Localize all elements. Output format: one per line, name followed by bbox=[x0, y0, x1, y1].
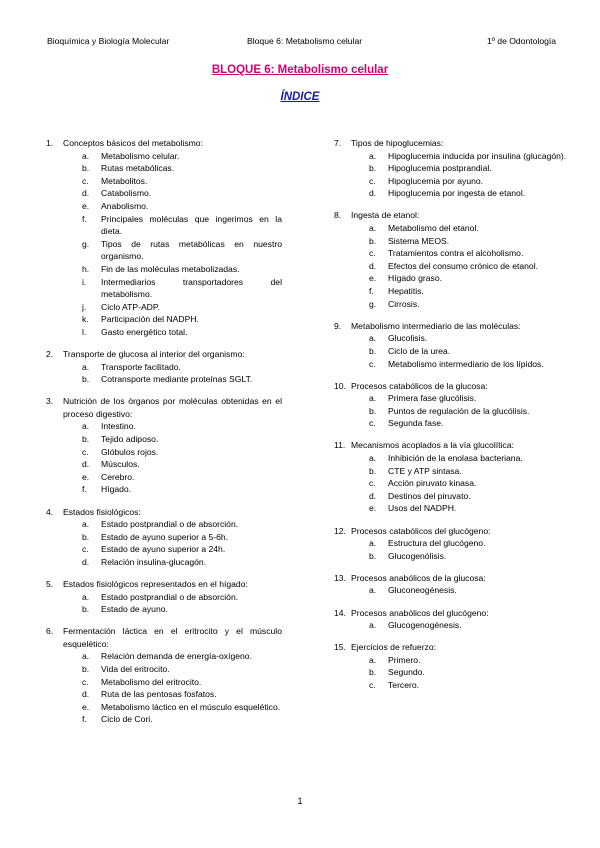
list-item bbox=[334, 358, 572, 371]
section-number: 11. bbox=[334, 440, 346, 451]
section-heading bbox=[46, 506, 282, 519]
item-text: Acción piruvato kinasa. bbox=[388, 478, 477, 489]
item-text: Metabolismo del eritrocito. bbox=[101, 676, 202, 687]
item-text: Rutas metabólicas. bbox=[101, 163, 175, 174]
list-item bbox=[334, 222, 572, 235]
list-item bbox=[46, 650, 282, 663]
item-text: Efectos del consumo crónico de etanol. bbox=[388, 260, 539, 271]
item-text: Puntos de regulación de la glucólisis. bbox=[388, 405, 530, 416]
item-letter: d. bbox=[82, 556, 90, 567]
item-letter: e. bbox=[82, 701, 90, 712]
list-item bbox=[334, 235, 572, 248]
item-text: Estado postprandial o de absorción. bbox=[101, 591, 239, 602]
section-items bbox=[334, 392, 572, 430]
item-letter: c. bbox=[82, 676, 89, 687]
item-letter: d. bbox=[369, 188, 377, 199]
section-title: Procesos catabólicos de la glucosa: bbox=[351, 380, 488, 391]
item-text: Hepatitis. bbox=[388, 286, 424, 297]
section-heading bbox=[334, 320, 572, 333]
item-letter: f. bbox=[82, 714, 87, 725]
item-text: Hipoglucemia por ingesta de etanol. bbox=[388, 188, 526, 199]
item-text: Primero. bbox=[388, 654, 421, 665]
item-letter: b. bbox=[82, 434, 90, 445]
item-letter: g. bbox=[82, 238, 90, 249]
section-number: 9. bbox=[334, 320, 342, 331]
item-letter: c. bbox=[369, 175, 376, 186]
list-item bbox=[334, 477, 572, 490]
section-items bbox=[334, 619, 572, 632]
list-item bbox=[334, 247, 572, 260]
item-text: Estado de ayuno superior a 24h. bbox=[101, 544, 226, 555]
list-item bbox=[46, 326, 282, 339]
list-item bbox=[46, 603, 282, 616]
item-text: Metabolismo celular. bbox=[101, 150, 180, 161]
header-course: Bioquímica y Biología Molecular bbox=[47, 36, 170, 46]
item-letter: d. bbox=[369, 490, 377, 501]
item-text: Ciclo de la urea. bbox=[388, 345, 451, 356]
item-text: Segunda fase. bbox=[388, 418, 444, 429]
list-item bbox=[46, 150, 282, 163]
item-text: Tipos de rutas metabólicas en nuestro organismo. bbox=[101, 238, 282, 262]
item-text: Vida del eritrocito. bbox=[101, 664, 170, 675]
item-text: Glucogenogénesis. bbox=[388, 620, 462, 631]
item-letter: c. bbox=[369, 418, 376, 429]
section-heading bbox=[334, 209, 572, 222]
item-text: Cirrosis. bbox=[388, 298, 420, 309]
item-letter: a. bbox=[82, 651, 90, 662]
list-item bbox=[334, 272, 572, 285]
item-letter: b. bbox=[82, 374, 90, 385]
index-section bbox=[46, 348, 282, 386]
list-item bbox=[46, 420, 282, 433]
list-item bbox=[334, 537, 572, 550]
item-letter: a. bbox=[82, 421, 90, 432]
section-heading bbox=[334, 439, 572, 452]
list-item bbox=[46, 313, 282, 326]
item-text: CTE y ATP sintasa. bbox=[388, 465, 462, 476]
item-letter: c. bbox=[369, 679, 376, 690]
section-items bbox=[46, 650, 282, 726]
list-item bbox=[46, 483, 282, 496]
list-item bbox=[334, 345, 572, 358]
right-column bbox=[334, 137, 572, 701]
item-letter: a. bbox=[369, 150, 377, 161]
section-items bbox=[46, 361, 282, 386]
item-text: Hígado graso. bbox=[388, 273, 442, 284]
section-items bbox=[46, 591, 282, 616]
list-item bbox=[334, 502, 572, 515]
section-title: Conceptos básicos del metabolismo: bbox=[63, 138, 203, 148]
item-letter: a. bbox=[369, 585, 377, 596]
list-item bbox=[334, 452, 572, 465]
list-item bbox=[46, 518, 282, 531]
item-text: Segundo. bbox=[388, 667, 425, 678]
item-letter: b. bbox=[369, 405, 377, 416]
item-text: Ruta de las pentosas fosfatos. bbox=[101, 689, 217, 700]
index-section bbox=[334, 641, 572, 691]
list-item bbox=[334, 666, 572, 679]
section-title: Estados fisiológicos representados en el hígado: bbox=[63, 579, 248, 589]
item-text: Tratamientos contra el alcoholismo. bbox=[388, 248, 524, 259]
item-letter: i. bbox=[82, 276, 87, 287]
item-letter: d. bbox=[82, 188, 90, 199]
list-item bbox=[46, 663, 282, 676]
list-item bbox=[46, 263, 282, 276]
list-item bbox=[334, 285, 572, 298]
section-items bbox=[334, 452, 572, 515]
item-letter: f. bbox=[82, 213, 87, 224]
index-subtitle: ÍNDICE bbox=[280, 91, 320, 103]
section-items bbox=[334, 332, 572, 370]
item-letter: e. bbox=[82, 200, 90, 211]
section-heading bbox=[46, 625, 282, 650]
item-letter: j. bbox=[82, 301, 87, 312]
item-text: Destinos del piruvato. bbox=[388, 490, 471, 501]
list-item bbox=[334, 619, 572, 632]
section-number: 12. bbox=[334, 525, 346, 536]
list-item bbox=[334, 490, 572, 503]
list-item bbox=[46, 301, 282, 314]
item-letter: l. bbox=[82, 326, 87, 337]
section-number: 3. bbox=[46, 396, 54, 407]
section-number: 4. bbox=[46, 506, 54, 517]
section-title: Nutrición de los órganos por moléculas obtenidas en el proceso digestivo: bbox=[63, 396, 282, 419]
section-heading bbox=[46, 578, 282, 591]
index-section bbox=[46, 625, 282, 726]
index-section bbox=[334, 320, 572, 370]
section-title: Estados fisiológicos: bbox=[63, 506, 141, 517]
list-item bbox=[46, 458, 282, 471]
list-item bbox=[46, 676, 282, 689]
index-section bbox=[334, 572, 572, 597]
item-text: Estado de ayuno superior a 5-6h. bbox=[101, 531, 229, 542]
item-text: Glucolisis. bbox=[388, 333, 428, 344]
item-letter: a. bbox=[82, 519, 90, 530]
item-text: Glóbulos rojos. bbox=[101, 446, 159, 457]
list-item bbox=[46, 276, 282, 301]
section-number: 5. bbox=[46, 579, 54, 589]
list-item bbox=[334, 162, 572, 175]
index-section bbox=[46, 137, 282, 339]
section-number: 6. bbox=[46, 626, 54, 637]
list-item bbox=[46, 238, 282, 263]
item-letter: b. bbox=[369, 465, 377, 476]
list-item bbox=[334, 550, 572, 563]
item-letter: a. bbox=[82, 150, 90, 161]
item-text: Anabolismo. bbox=[101, 200, 149, 211]
section-title: Transporte de glucosa al interior del organismo: bbox=[63, 349, 245, 359]
section-number: 14. bbox=[334, 607, 346, 618]
index-section bbox=[46, 578, 282, 616]
index-section bbox=[334, 380, 572, 430]
item-letter: d. bbox=[82, 459, 90, 470]
item-letter: a. bbox=[82, 361, 90, 372]
list-item bbox=[46, 713, 282, 726]
item-letter: k. bbox=[82, 314, 89, 325]
item-text: Gasto energético total. bbox=[101, 326, 188, 337]
index-section bbox=[46, 506, 282, 569]
section-items bbox=[46, 150, 282, 339]
item-text: Estado de ayuno. bbox=[101, 604, 168, 615]
item-text: Hipoglucemia postprandial. bbox=[388, 163, 492, 174]
section-number: 2. bbox=[46, 349, 54, 359]
list-item bbox=[334, 465, 572, 478]
section-number: 8. bbox=[334, 210, 342, 221]
list-item bbox=[334, 392, 572, 405]
list-item bbox=[46, 471, 282, 484]
section-title: Fermentación láctica en el eritrocito y el músculo esquelético: bbox=[63, 626, 282, 649]
item-text: Hipoglucemia inducida por insulina (glucagón). bbox=[388, 150, 567, 161]
item-letter: a. bbox=[369, 393, 377, 404]
index-section bbox=[334, 439, 572, 515]
item-text: Ciclo ATP-ADP. bbox=[101, 301, 160, 312]
item-letter: b. bbox=[369, 163, 377, 174]
list-item bbox=[46, 446, 282, 459]
list-item bbox=[46, 531, 282, 544]
section-title: Ejercicios de refuerzo: bbox=[351, 642, 437, 653]
list-item bbox=[46, 591, 282, 604]
list-item bbox=[46, 175, 282, 188]
section-number: 15. bbox=[334, 642, 346, 653]
section-heading bbox=[334, 607, 572, 620]
item-text: Cotransporte mediante proteínas SGLT. bbox=[101, 374, 253, 385]
section-title: Metabolismo intermediario de las moléculas: bbox=[351, 320, 521, 331]
list-item bbox=[334, 260, 572, 273]
section-items bbox=[334, 537, 572, 562]
section-title: Procesos anabólicos de la glucosa: bbox=[351, 572, 486, 583]
item-letter: c. bbox=[82, 446, 89, 457]
index-section bbox=[46, 395, 282, 496]
item-letter: e. bbox=[82, 471, 90, 482]
list-item bbox=[334, 175, 572, 188]
item-text: Tercero. bbox=[388, 679, 420, 690]
item-letter: a. bbox=[369, 453, 377, 464]
list-item bbox=[46, 556, 282, 569]
item-letter: b. bbox=[82, 163, 90, 174]
left-column bbox=[46, 137, 282, 736]
item-text: Relación demanda de energía-oxígeno. bbox=[101, 651, 252, 662]
list-item bbox=[46, 433, 282, 446]
list-item bbox=[46, 701, 282, 714]
item-letter: d. bbox=[369, 260, 377, 271]
item-text: Glucogenólisis. bbox=[388, 550, 447, 561]
list-item bbox=[334, 654, 572, 667]
item-letter: b. bbox=[82, 531, 90, 542]
item-text: Estado postprandial o de absorción. bbox=[101, 519, 239, 530]
item-text: Inhibición de la enolasa bacteriana. bbox=[388, 453, 523, 464]
section-title: Ingesta de etanol: bbox=[351, 210, 420, 221]
list-item bbox=[46, 543, 282, 556]
item-letter: b. bbox=[82, 664, 90, 675]
list-item bbox=[46, 187, 282, 200]
section-items bbox=[334, 654, 572, 692]
section-title: Procesos catabólicos del glucógeno: bbox=[351, 525, 491, 536]
item-letter: e. bbox=[369, 273, 377, 284]
item-text: Catabolismo. bbox=[101, 188, 152, 199]
list-item bbox=[46, 688, 282, 701]
header-block: Bloque 6: Metabolismo celular bbox=[247, 36, 363, 46]
item-letter: c. bbox=[369, 358, 376, 369]
item-text: Cerebro. bbox=[101, 471, 135, 482]
item-letter: c. bbox=[369, 478, 376, 489]
item-letter: g. bbox=[369, 298, 377, 309]
section-heading bbox=[334, 572, 572, 585]
list-item bbox=[334, 417, 572, 430]
item-text: Metabolismo intermediario de los lípidos. bbox=[388, 358, 544, 369]
section-items bbox=[334, 150, 572, 200]
section-items bbox=[334, 222, 572, 310]
section-heading bbox=[334, 525, 572, 538]
list-item bbox=[334, 150, 572, 163]
section-items bbox=[46, 518, 282, 568]
item-text: Primera fase glucólisis. bbox=[388, 393, 477, 404]
header-year: 1º de Odontología bbox=[487, 36, 557, 46]
item-letter: b. bbox=[369, 550, 377, 561]
item-text: Ciclo de Cori. bbox=[101, 714, 153, 725]
item-letter: a. bbox=[82, 591, 90, 602]
item-text: Sistema MEOS. bbox=[388, 235, 450, 246]
section-items bbox=[334, 584, 572, 597]
section-heading bbox=[46, 137, 282, 150]
item-letter: b. bbox=[82, 604, 90, 615]
section-heading bbox=[46, 395, 282, 420]
item-text: Usos del NADPH. bbox=[388, 503, 457, 514]
item-letter: a. bbox=[369, 538, 377, 549]
section-number: 7. bbox=[334, 138, 342, 148]
section-heading bbox=[334, 380, 572, 393]
section-heading bbox=[334, 641, 572, 654]
section-number: 13. bbox=[334, 572, 346, 583]
item-letter: c. bbox=[369, 248, 376, 259]
item-text: Intermediarios transportadores del metabolismo. bbox=[101, 276, 282, 300]
item-text: Metabolismo del etanol. bbox=[388, 223, 479, 234]
item-letter: a. bbox=[369, 654, 377, 665]
index-section bbox=[334, 209, 572, 310]
page-number: 1 bbox=[297, 796, 303, 806]
index-section bbox=[334, 525, 572, 563]
list-item bbox=[46, 162, 282, 175]
item-letter: h. bbox=[82, 263, 90, 274]
item-letter: f. bbox=[82, 484, 87, 495]
item-letter: e. bbox=[369, 503, 377, 514]
list-item bbox=[334, 298, 572, 311]
item-letter: f. bbox=[369, 286, 374, 297]
item-text: Estructura del glucógeno. bbox=[388, 538, 486, 549]
item-text: Fin de las moléculas metabolizadas. bbox=[101, 263, 240, 274]
item-text: Gluconeogénesis. bbox=[388, 585, 457, 596]
section-heading bbox=[334, 137, 572, 150]
item-text: Hígado. bbox=[101, 484, 132, 495]
item-letter: c. bbox=[82, 175, 89, 186]
list-item bbox=[334, 405, 572, 418]
item-text: Metabolismo láctico en el músculo esquelético. bbox=[101, 701, 281, 712]
index-section bbox=[334, 607, 572, 632]
item-letter: c. bbox=[82, 544, 89, 555]
list-item bbox=[46, 361, 282, 374]
list-item bbox=[334, 187, 572, 200]
item-text: Participación del NADPH. bbox=[101, 314, 199, 325]
item-letter: a. bbox=[369, 223, 377, 234]
item-text: Transporte facilitado. bbox=[101, 361, 181, 372]
list-item bbox=[46, 213, 282, 238]
item-text: Relación insulina-glucagón. bbox=[101, 556, 207, 567]
list-item bbox=[46, 373, 282, 386]
index-section bbox=[334, 137, 572, 200]
item-text: Hipoglucemia por ayuno. bbox=[388, 175, 484, 186]
page-title: BLOQUE 6: Metabolismo celular bbox=[211, 64, 389, 76]
list-item bbox=[334, 679, 572, 692]
list-item bbox=[334, 332, 572, 345]
item-letter: a. bbox=[369, 620, 377, 631]
section-number: 1. bbox=[46, 138, 54, 148]
list-item bbox=[46, 200, 282, 213]
item-letter: b. bbox=[369, 345, 377, 356]
section-title: Tipos de hipoglucemias: bbox=[351, 138, 444, 148]
item-text: Tejido adiposo. bbox=[101, 434, 159, 445]
item-letter: d. bbox=[82, 689, 90, 700]
item-text: Músculos. bbox=[101, 459, 140, 470]
item-letter: b. bbox=[369, 235, 377, 246]
item-letter: a. bbox=[369, 333, 377, 344]
section-number: 10. bbox=[334, 380, 346, 391]
section-title: Procesos anabólicos del glucógeno: bbox=[351, 607, 489, 618]
item-text: Metabolitos. bbox=[101, 175, 148, 186]
list-item bbox=[334, 584, 572, 597]
item-letter: b. bbox=[369, 667, 377, 678]
item-text: Principales moléculas que ingerimos en la dieta. bbox=[101, 213, 282, 237]
section-heading bbox=[46, 348, 282, 361]
section-items bbox=[46, 420, 282, 496]
item-text: Intestino. bbox=[101, 421, 136, 432]
section-title: Mecanismos acoplados a la vía glucolítica: bbox=[351, 440, 514, 451]
